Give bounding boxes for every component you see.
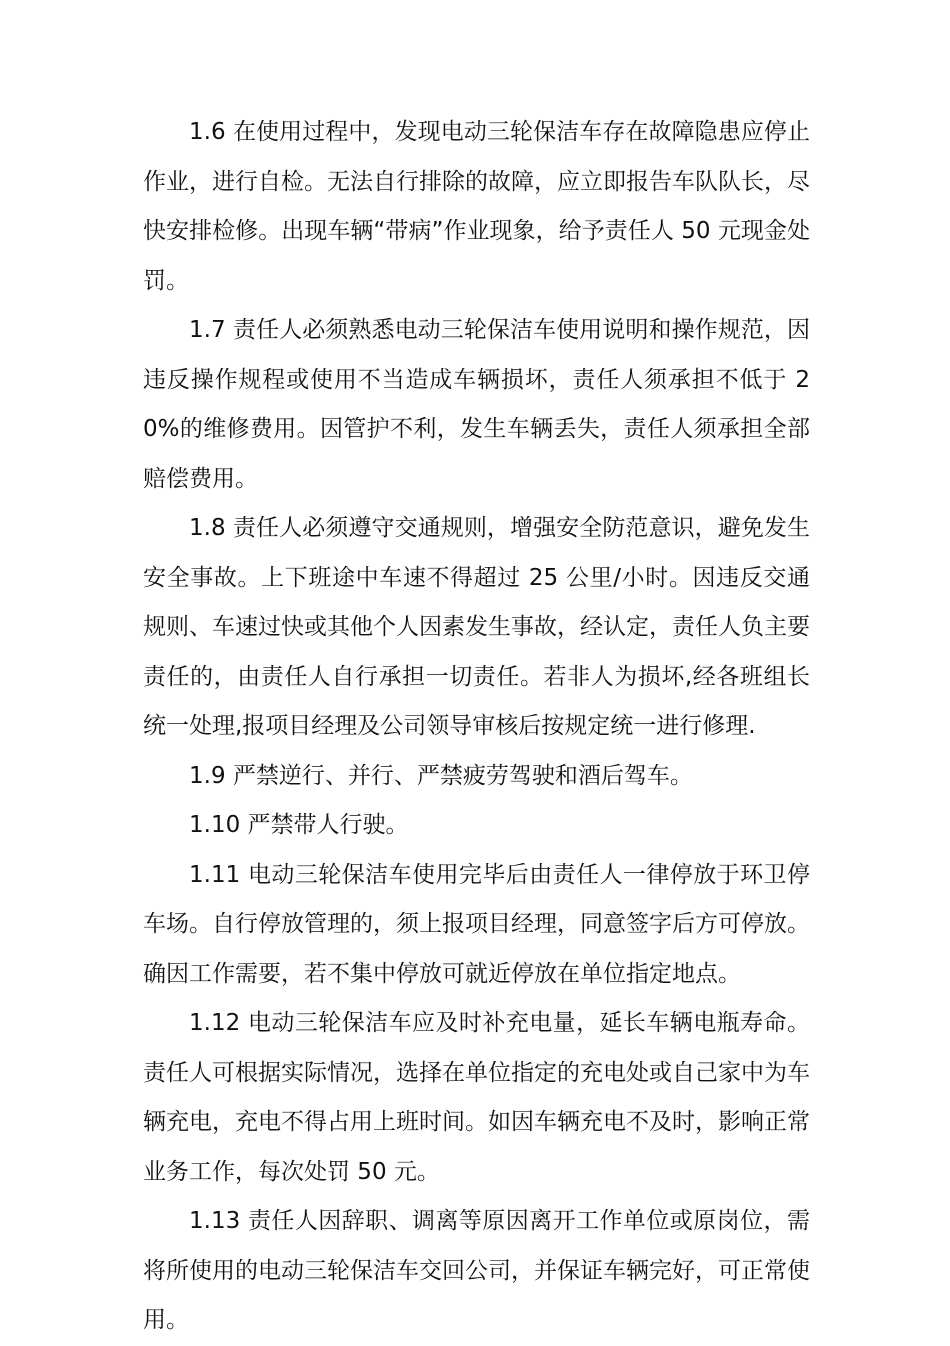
paragraph-1-7: 1.7 责任人必须熟悉电动三轮保洁车使用说明和操作规范，因违反操作规程或使用不当造成车辆损坏，责任人须承担不低于 20%的维修费用。因管护不利，发生车辆丢失，责任人须承担全部赔偿费用。: [143, 317, 810, 492]
paragraph-1-6: 1.6 在使用过程中，发现电动三轮保洁车存在故障隐患应停止作业，进行自检。无法自行排除的故障，应立即报告车队队长，尽快安排检修。出现车辆“带病”作业现象，给予责任人 50 元现金处罚。: [143, 119, 810, 294]
paragraph-1-12: 1.12 电动三轮保洁车应及时补充电量，延长车辆电瓶寿命。责任人可根据实际情况，选择在单位指定的充电处或自己家中为车辆充电，充电不得占用上班时间。如因车辆充电不及时，影响正常业务工作，每次处罚 50 元。: [143, 1010, 810, 1185]
paragraph-1-13: 1.13 责任人因辞职、调离等原因离开工作单位或原岗位，需将所使用的电动三轮保洁车交回公司，并保证车辆完好，可正常使用。: [143, 1208, 810, 1333]
paragraph-1-11: 1.11 电动三轮保洁车使用完毕后由责任人一律停放于环卫停车场。自行停放管理的，须上报项目经理，同意签字后方可停放。确因工作需要，若不集中停放可就近停放在单位指定地点。: [143, 861, 810, 987]
document-body: [143, 108, 810, 1346]
paragraph-1-9: 1.9 严禁逆行、并行、严禁疲劳驾驶和酒后驾车。: [189, 762, 693, 789]
paragraph-1-8: 1.8 责任人必须遵守交通规则，增强安全防范意识，避免发生安全事故。上下班途中车速不得超过 25 公里/小时。因违反交通规则、车速过快或其他个人因素发生事故，经认定，责任人负主要责任的，由责任人自行承担一切责任。若非人为损坏,经各班组长统一处理,报项目经理及公司领导审核后按规定统一进行修理.: [143, 515, 810, 739]
paragraph-1-10: 1.10 严禁带人行驶。: [189, 812, 409, 838]
